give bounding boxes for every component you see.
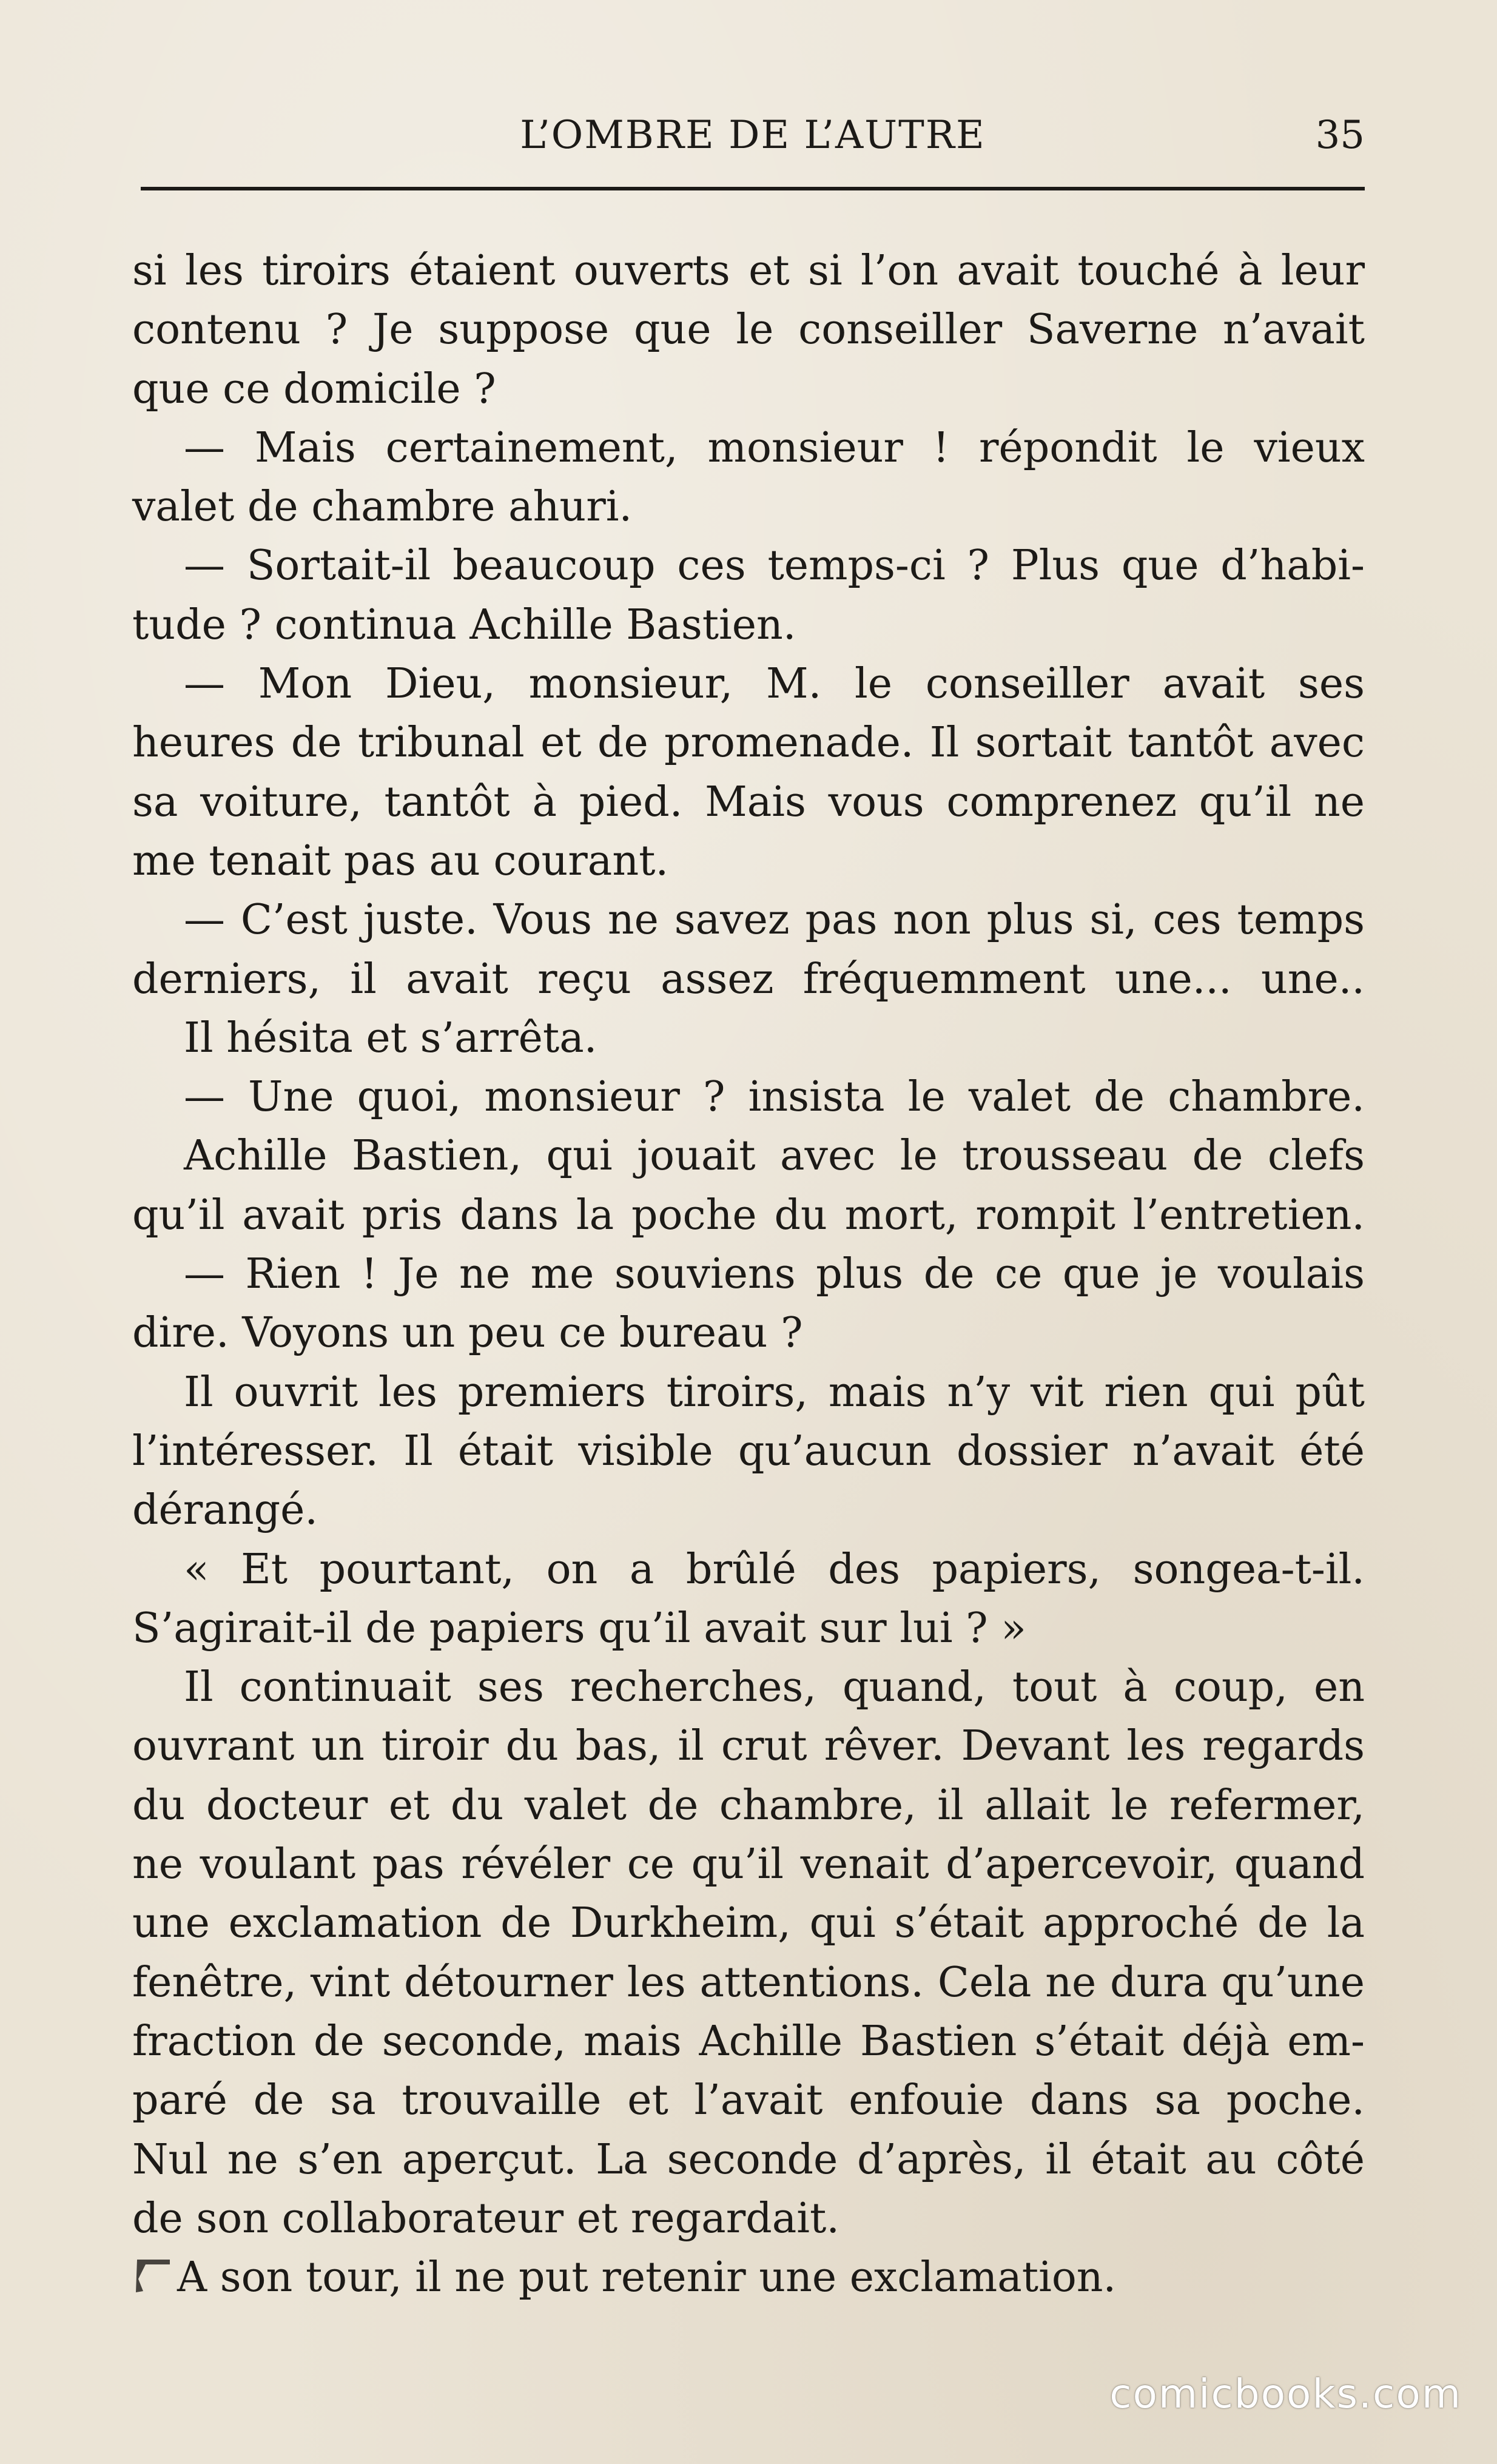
text-line: ouvrant un tiroir du bas, il crut rêver. Devant les regards — [132, 1722, 1365, 1771]
last-line — [132, 2248, 1365, 2307]
text-line: tude ? continua Achille Bastien. — [132, 601, 796, 649]
header-rule — [141, 187, 1365, 190]
text-line: que ce domicile ? — [132, 365, 496, 413]
text-line: — Rien ! Je ne me souviens plus de ce que je voulais — [184, 1250, 1365, 1299]
text-line: si les tiroirs étaient ouverts et si l’on avait touché à leur — [132, 247, 1365, 295]
text-line: heures de tribunal et de promenade. Il sortait tantôt avec — [132, 719, 1365, 767]
text-line: me tenait pas au courant. — [132, 836, 669, 885]
text-line: — Sortait-il beaucoup ces temps-ci ? Plus que d’habi- — [184, 542, 1365, 590]
text-line: Achille Bastien, qui jouait avec le trousseau de clefs — [184, 1132, 1365, 1180]
text-line: Il hésita et s’arrêta. — [184, 1014, 597, 1062]
text-line: dire. Voyons un peu ce bureau ? — [132, 1309, 803, 1358]
text-line: une exclamation de Durkheim, qui s’était approché de la — [132, 1899, 1365, 1948]
running-header — [141, 108, 1365, 163]
text-line: Il continuait ses recherches, quand, tout à coup, en — [184, 1663, 1365, 1712]
text-line: « Et pourtant, on a brûlé des papiers, songea-t-il. — [184, 1545, 1365, 1594]
text-line: sa voiture, tantôt à pied. Mais vous comprenez qu’il ne — [132, 778, 1365, 826]
text-line: l’intéresser. Il était visible qu’aucun dossier n’avait été — [132, 1427, 1365, 1475]
last-line-text: A son tour, il ne put retenir une exclamation. — [177, 2254, 1117, 2302]
text-line: Il ouvrit les premiers tiroirs, mais n’y vit rien qui pût — [184, 1368, 1365, 1416]
text-line: paré de sa trouvaille et l’avait enfouie dans sa poche. — [132, 2076, 1365, 2125]
page-number: 35 — [1315, 113, 1365, 158]
text-line: fraction de seconde, mais Achille Bastien s’était déjà em- — [132, 2017, 1365, 2065]
text-line: — Mais certainement, monsieur ! répondit le vieux — [184, 423, 1365, 472]
text-line: fenêtre, vint détourner les attentions. Cela ne dura qu’une — [132, 1958, 1365, 2007]
text-line: du docteur et du valet de chambre, il allait le refermer, — [132, 1781, 1365, 1829]
text-line: S’agirait-il de papiers qu’il avait sur lui ? » — [132, 1604, 1026, 1652]
watermark: comicbooks.com — [1109, 2371, 1462, 2417]
text-line: contenu ? Je suppose que le conseiller Saverne n’avait — [132, 306, 1365, 354]
text-line: derniers, il avait reçu assez fréquemment une... une.. — [132, 955, 1365, 1003]
text-line: — C’est juste. Vous ne savez pas non plus si, ces temps — [184, 896, 1365, 944]
text-line: de son collaborateur et regardait. — [132, 2194, 839, 2243]
body-text — [132, 241, 1365, 2307]
running-title: L’OMBRE DE L’AUTRE — [520, 113, 986, 158]
text-line: dérangé. — [132, 1486, 318, 1535]
text-line: Nul ne s’en aperçut. La seconde d’après, il était au côté — [132, 2135, 1365, 2184]
text-line: ne voulant pas révéler ce qu’il venait d’apercevoir, quand — [132, 1840, 1365, 1889]
text-line: valet de chambre ahuri. — [132, 483, 633, 531]
text-line: — Une quoi, monsieur ? insista le valet de chambre. — [184, 1073, 1365, 1122]
text-line: qu’il avait pris dans la poche du mort, rompit l’entretien. — [132, 1191, 1365, 1239]
text-line: — Mon Dieu, monsieur, M. le conseiller avait ses — [184, 660, 1365, 709]
ink-mark-icon — [132, 2255, 175, 2297]
